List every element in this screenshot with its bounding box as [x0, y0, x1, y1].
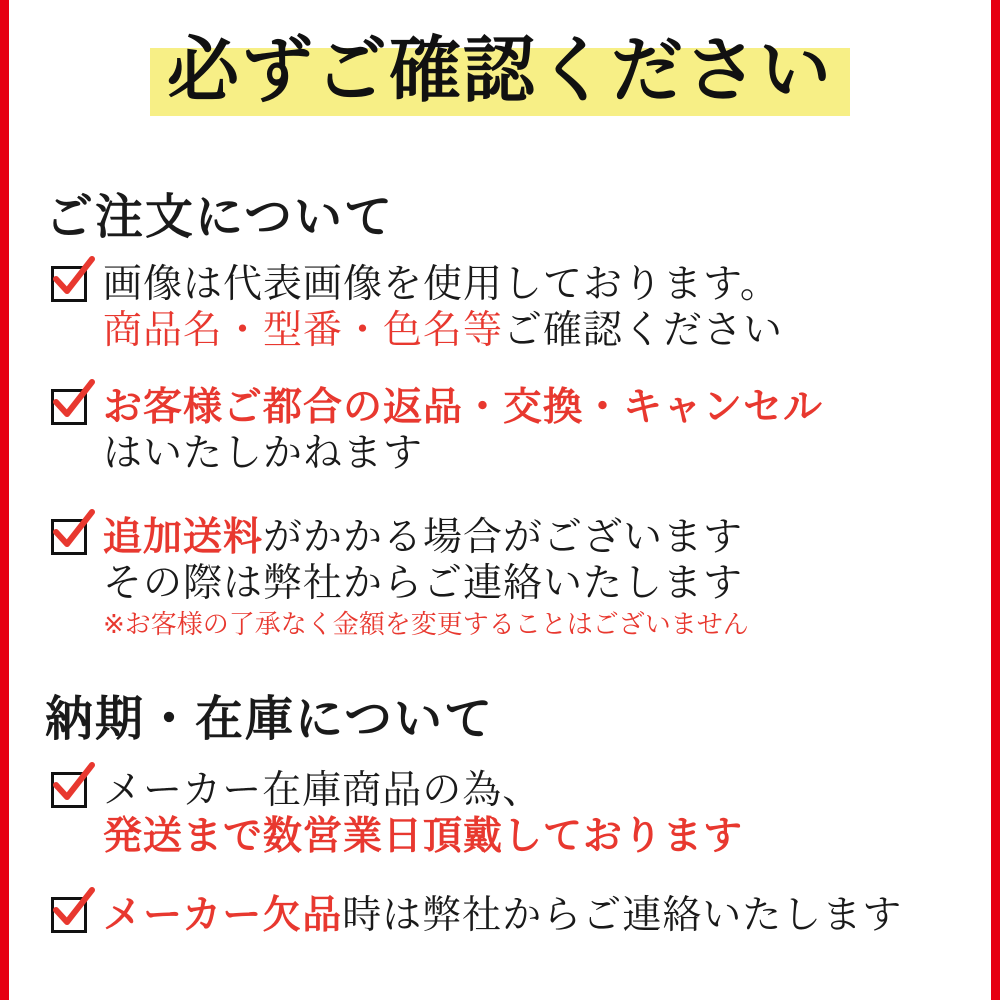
section-heading-order: ご注文について [45, 189, 395, 245]
item-line: お客様ご都合の返品・交換・キャンセル [103, 385, 824, 430]
title-text: 必ずご確認ください [166, 28, 833, 112]
item-line [103, 515, 971, 561]
item-line [103, 308, 971, 354]
list-item [51, 893, 971, 939]
checkbox-checked-icon [51, 519, 87, 555]
item-line-red: メーカー欠品 [103, 893, 343, 938]
item-line-rest: 時は弊社からご連絡いたします [342, 893, 903, 938]
item-line-rest: がかかる場合がございます [263, 515, 744, 560]
item-line: その際は弊社からご連絡いたします [103, 560, 744, 606]
right-red-rule [991, 0, 1000, 1000]
item-line: はいたしかねます [103, 430, 424, 476]
item-lines [103, 515, 971, 641]
item-line: メーカー在庫商品の為、 [103, 768, 543, 813]
item-line-red: 商品名・型番・色名等 [103, 307, 504, 353]
list-item [51, 515, 971, 641]
item-lines [103, 768, 971, 859]
notice-content [9, 0, 991, 1000]
page-title [9, 28, 991, 112]
left-red-rule [0, 0, 9, 1000]
item-line: 発送まで数営業日頂戴しております [103, 813, 744, 859]
item-line [103, 893, 971, 939]
checkbox-checked-icon [51, 266, 87, 302]
list-item [51, 262, 971, 353]
item-note: ※お客様の了承なく金額を変更することはございません [103, 610, 749, 641]
list-item [51, 385, 971, 476]
item-lines [103, 893, 971, 939]
checkbox-checked-icon [51, 389, 87, 425]
item-line: 画像は代表画像を使用しております。 [103, 262, 780, 307]
section-heading-delivery: 納期・在庫について [45, 691, 495, 747]
checkbox-checked-icon [51, 772, 87, 808]
item-lines [103, 262, 971, 353]
item-line-rest: ご確認ください [503, 307, 784, 353]
list-item [51, 768, 971, 859]
item-line-red: 追加送料 [103, 515, 264, 560]
item-lines [103, 385, 971, 476]
checkbox-checked-icon [51, 897, 87, 933]
